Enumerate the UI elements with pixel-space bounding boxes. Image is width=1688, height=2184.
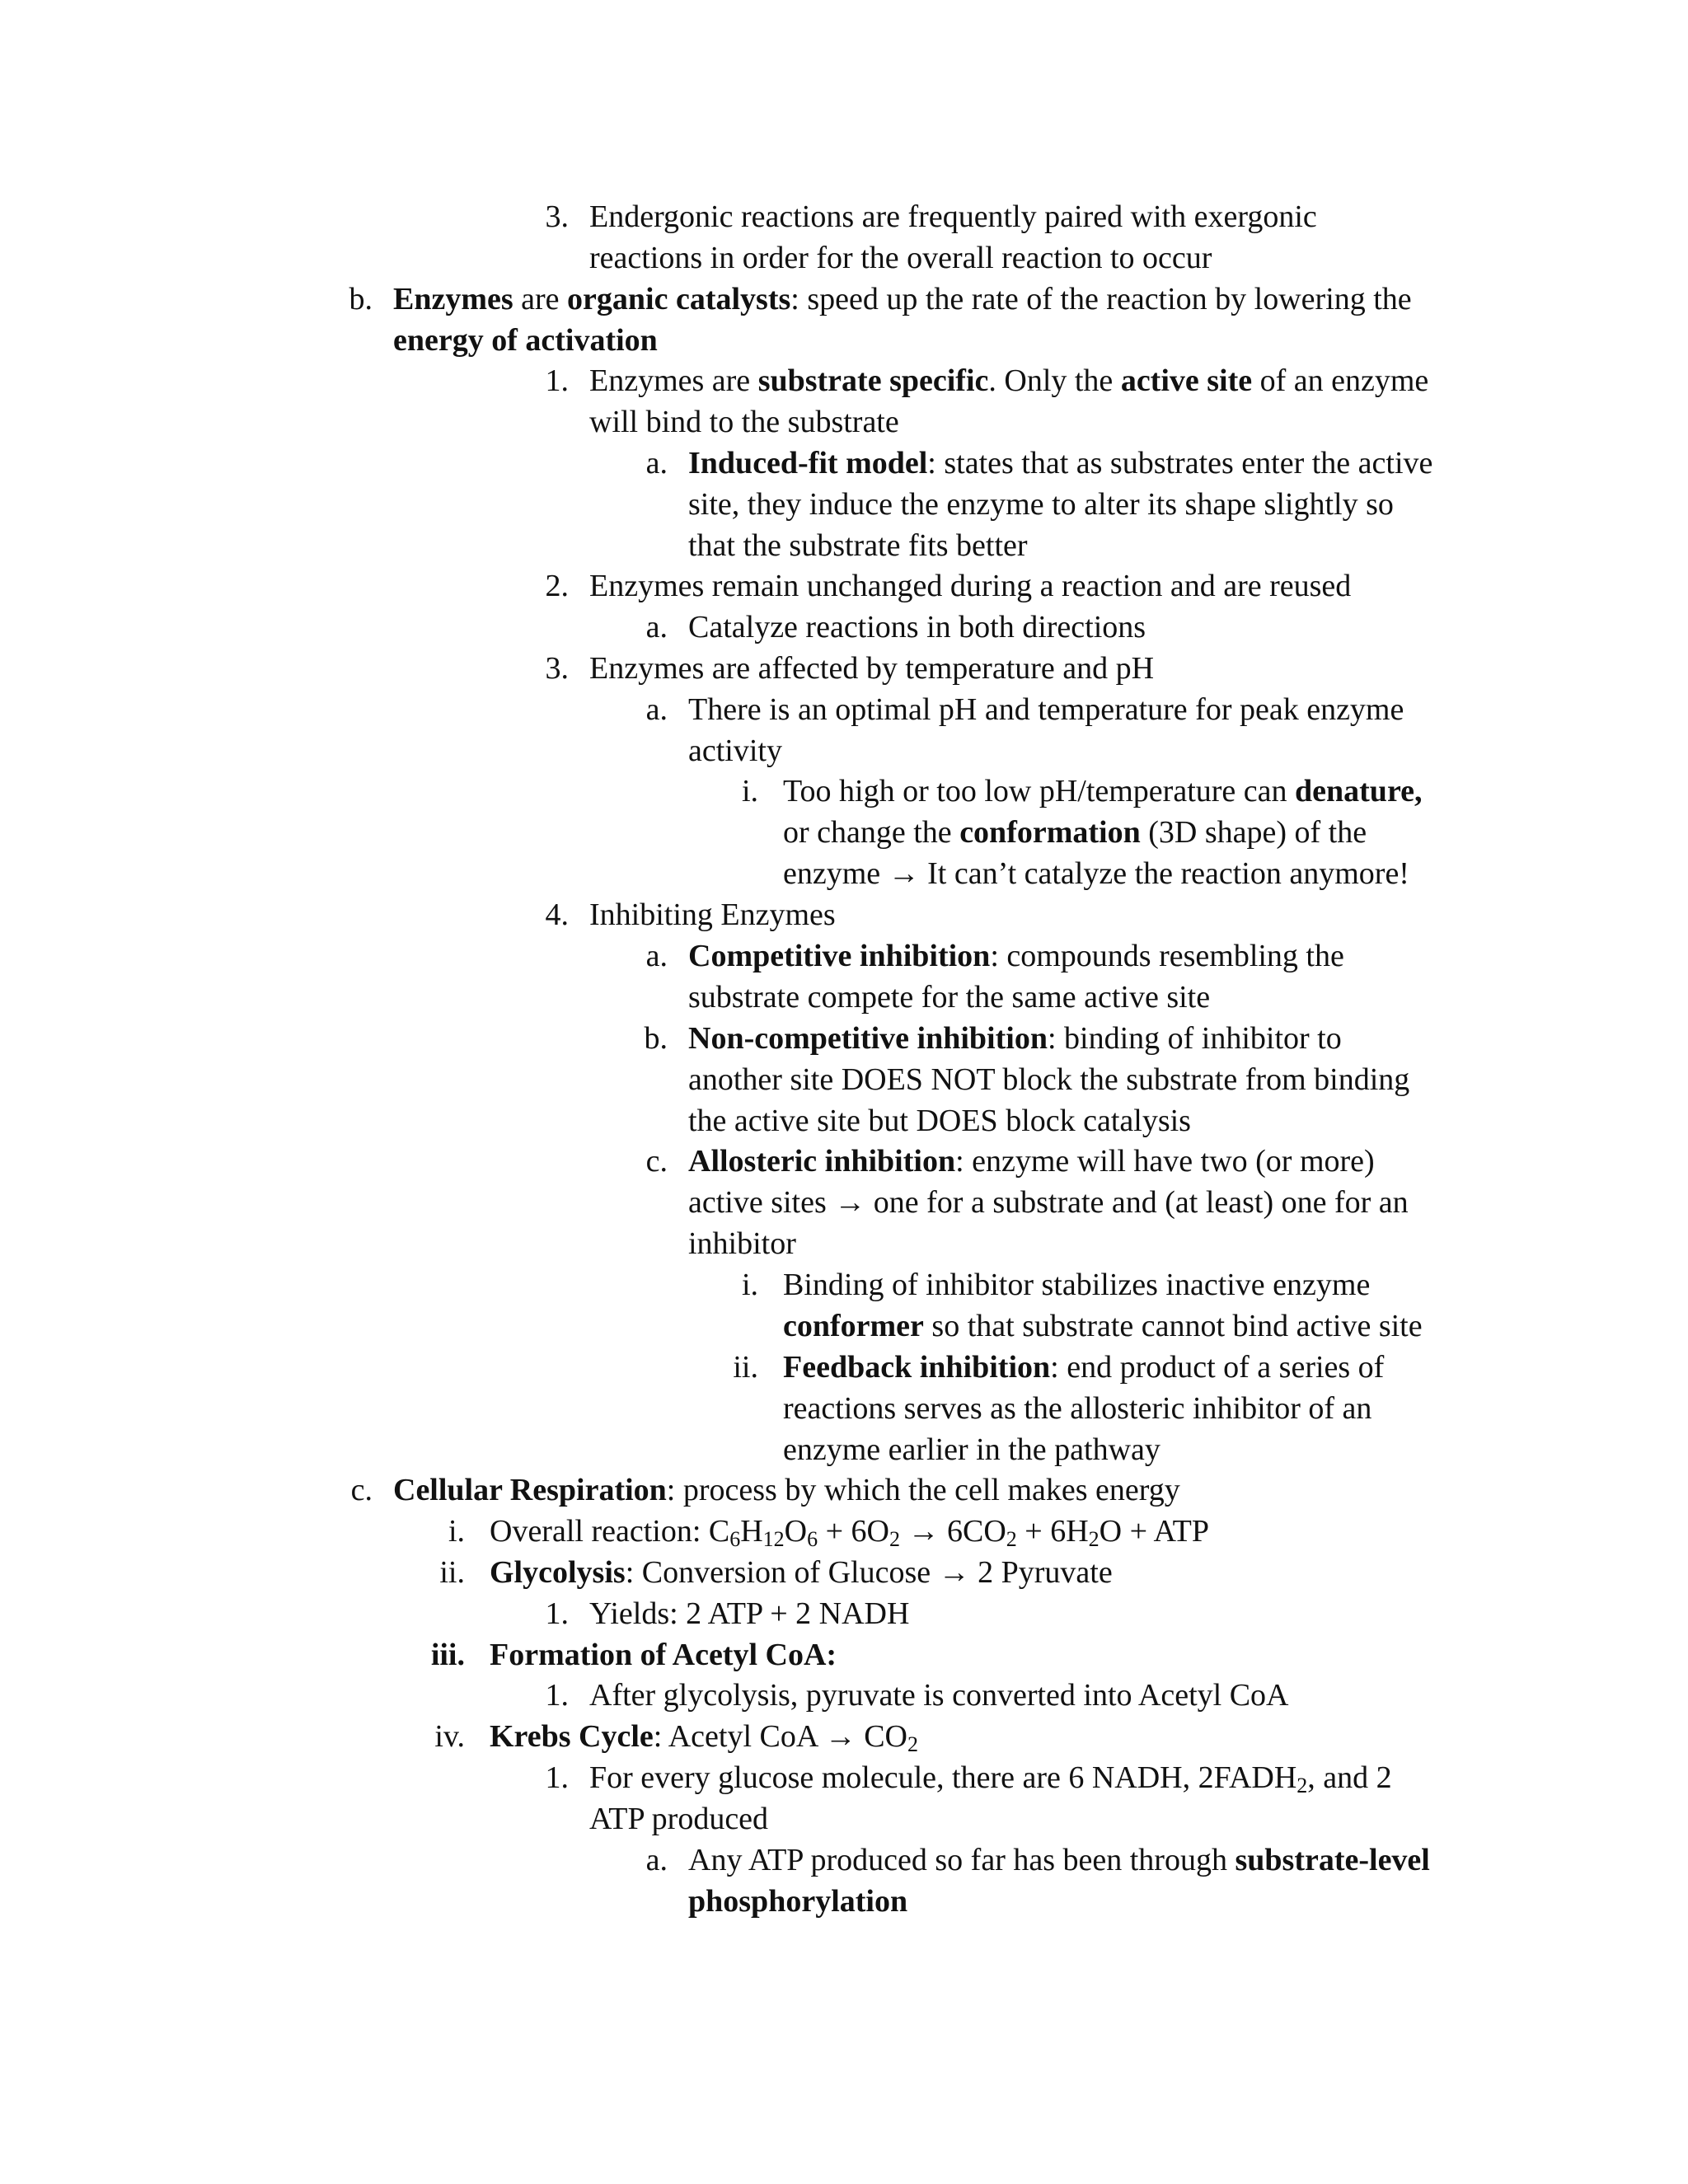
text-line (688, 1059, 1409, 1100)
bold-text: denature, (1295, 774, 1423, 808)
list-marker: ii. (733, 1350, 758, 1385)
list-marker: i. (741, 774, 758, 808)
bold-text: Cellular Respiration (393, 1473, 667, 1507)
text-line (589, 196, 1317, 237)
outline-item (536, 360, 1428, 443)
text-line (688, 1182, 1409, 1223)
list-marker: a. (645, 939, 668, 973)
list-item-text (589, 196, 1317, 279)
outline-item (635, 1141, 1409, 1264)
bold-text: Induced-fit model (688, 446, 928, 480)
text-run: + 6O (818, 1514, 889, 1549)
text-run: Enzymes remain unchanged during a reaction and are reused (589, 569, 1352, 603)
bold-text: Competitive inhibition (688, 939, 991, 973)
text-line (783, 812, 1422, 853)
list-item-text (783, 1347, 1384, 1470)
text-run: are (513, 282, 568, 316)
text-line (688, 1840, 1430, 1881)
list-marker: i. (448, 1514, 465, 1549)
text-run: H (740, 1514, 763, 1549)
text-run: , and 2 (1307, 1760, 1392, 1795)
outline-item (420, 1634, 837, 1675)
text-run: O + ATP (1099, 1514, 1210, 1549)
text-line (589, 1593, 909, 1634)
outline-item (635, 935, 1344, 1018)
outline-item (420, 1511, 1209, 1552)
list-marker: c. (350, 1473, 373, 1507)
list-marker: 1. (545, 1596, 569, 1631)
list-item-text (589, 648, 1154, 689)
text-run: will bind to the substrate (589, 405, 899, 439)
list-item-text (783, 771, 1422, 894)
text-line (688, 484, 1432, 525)
text-line (393, 279, 1412, 320)
outline-item (635, 1840, 1430, 1922)
text-run: inhibitor (688, 1226, 796, 1261)
text-run: : compounds resembling the (990, 939, 1344, 973)
outline-item (536, 565, 1351, 607)
bold-text: Allosteric inhibition (688, 1144, 956, 1179)
text-line (688, 1018, 1409, 1059)
bold-text: substrate specific (757, 363, 989, 398)
text-run: : process by which the cell makes energy (666, 1473, 1180, 1507)
text-run: Any ATP produced so far has been through (688, 1843, 1236, 1877)
text-run: site, they induce the enzyme to alter its shape slightly so (688, 487, 1394, 522)
text-run: of an enzyme (1252, 363, 1429, 398)
list-item-text (688, 935, 1344, 1018)
outline-item (340, 1469, 1180, 1511)
list-item-text (589, 565, 1351, 607)
list-marker: a. (645, 610, 668, 644)
outline-item (536, 1757, 1392, 1840)
bold-text: conformer (783, 1309, 924, 1343)
outline-item (340, 279, 1412, 361)
text-line (783, 1388, 1384, 1429)
list-marker: 1. (545, 1678, 569, 1713)
text-line (783, 1429, 1384, 1470)
subscript-text: 12 (762, 1527, 785, 1551)
text-run: After glycolysis, pyruvate is converted into Acetyl CoA (589, 1678, 1289, 1713)
list-item-text (589, 894, 836, 935)
text-run: Enzymes are (589, 363, 758, 398)
text-run: : binding of inhibitor to (1047, 1021, 1342, 1056)
text-line (589, 1798, 1392, 1840)
text-run: Catalyze reactions in both directions (688, 610, 1146, 644)
list-item-text (783, 1264, 1423, 1347)
text-line (490, 1634, 837, 1675)
text-run: Enzymes are affected by temperature and pH (589, 651, 1155, 686)
text-line (589, 237, 1317, 279)
list-item-text (688, 689, 1404, 771)
text-run: : enzyme will have two (or more) (955, 1144, 1375, 1179)
text-line (688, 977, 1344, 1018)
text-run: : end product of a series of (1050, 1350, 1385, 1385)
text-run: ATP produced (589, 1802, 769, 1836)
text-run: O (784, 1514, 808, 1549)
list-item-text (688, 1018, 1409, 1141)
text-run: reactions serves as the allosteric inhibitor of an (783, 1391, 1372, 1426)
text-run: Binding of inhibitor stabilizes inactive enzyme (783, 1268, 1371, 1302)
list-marker: c. (645, 1144, 668, 1179)
list-item-text (490, 1634, 837, 1675)
text-run: (3D shape) of the (1140, 815, 1367, 850)
list-item-text (490, 1552, 1113, 1593)
bold-text: energy of activation (393, 323, 658, 358)
list-marker: a. (645, 692, 668, 727)
list-item-text (393, 279, 1412, 361)
text-run: + 6H (1016, 1514, 1089, 1549)
text-run: There is an optimal pH and temperature for peak enzyme (688, 692, 1404, 727)
list-item-text (688, 443, 1432, 566)
text-run: Endergonic reactions are frequently paired with exergonic (589, 199, 1317, 234)
subscript-text: 2 (889, 1527, 900, 1551)
text-line (688, 525, 1432, 566)
list-marker: b. (644, 1021, 668, 1056)
list-item-text (490, 1716, 918, 1757)
text-line (589, 401, 1428, 443)
text-run: so that substrate cannot bind active site (923, 1309, 1423, 1343)
text-line (589, 360, 1428, 401)
text-line (688, 1100, 1409, 1141)
list-marker: a. (645, 1843, 668, 1877)
list-marker: iv. (434, 1719, 465, 1754)
list-marker: iii. (430, 1638, 465, 1672)
text-line (688, 1223, 1409, 1264)
subscript-text: 6 (807, 1527, 818, 1551)
bold-text: Glycolysis (490, 1555, 626, 1590)
list-item-text (589, 360, 1428, 443)
bold-text: Enzymes (393, 282, 513, 316)
text-line (688, 935, 1344, 977)
text-run: the active site but DOES block catalysis (688, 1104, 1191, 1138)
text-line (490, 1511, 1209, 1552)
outline-item (635, 443, 1432, 566)
subscript-text: 2 (1006, 1527, 1017, 1551)
text-line (688, 443, 1432, 484)
outline-item (635, 689, 1404, 771)
list-marker: 3. (545, 651, 569, 686)
text-run: enzyme → It can’t catalyze the reaction anymore! (783, 856, 1409, 891)
list-item-text (688, 1141, 1409, 1264)
outline-item (420, 1716, 918, 1757)
text-run: Yields: 2 ATP + 2 NADH (589, 1596, 910, 1631)
subscript-text: 2 (1088, 1527, 1100, 1551)
text-run: For every glucose molecule, there are 6 NADH, 2FADH (589, 1760, 1297, 1795)
text-run: reactions in order for the overall reaction to occur (589, 241, 1212, 275)
text-run: Too high or too low pH/temperature can (783, 774, 1296, 808)
text-line (589, 648, 1154, 689)
list-item-text (589, 1593, 909, 1634)
outline-item (420, 1552, 1113, 1593)
text-run: another site DOES NOT block the substrate from binding (688, 1062, 1410, 1097)
text-run: : states that as substrates enter the active (927, 446, 1433, 480)
text-run: Overall reaction: C (490, 1514, 730, 1549)
list-marker: a. (645, 446, 668, 480)
list-marker: b. (349, 282, 373, 316)
text-line (589, 894, 836, 935)
text-run: Inhibiting Enzymes (589, 898, 836, 932)
text-line (783, 853, 1422, 894)
list-item-text (688, 607, 1146, 648)
list-item-text (589, 1757, 1392, 1840)
text-line (490, 1552, 1113, 1593)
list-item-text (688, 1840, 1430, 1922)
text-line (688, 1881, 1430, 1922)
text-line (589, 565, 1351, 607)
text-run: that the substrate fits better (688, 528, 1028, 563)
outline-item (635, 1018, 1409, 1141)
bold-text: Non-competitive inhibition (688, 1021, 1048, 1056)
text-line (783, 1264, 1423, 1305)
text-run: : Conversion of Glucose → 2 Pyruvate (625, 1555, 1113, 1590)
text-line (490, 1716, 918, 1757)
text-run: activity (688, 733, 782, 768)
text-run: active sites → one for a substrate and (at least) one for an (688, 1185, 1409, 1220)
text-line (688, 1141, 1409, 1182)
bold-text: active site (1120, 363, 1253, 398)
text-line (393, 1469, 1180, 1511)
text-line (393, 320, 1412, 361)
subscript-text: 6 (729, 1527, 741, 1551)
bold-text: organic catalysts (567, 282, 791, 316)
text-line (783, 1305, 1423, 1347)
outline-item (536, 1593, 909, 1634)
text-run: : speed up the rate of the reaction by lowering the (790, 282, 1412, 316)
bold-text: Formation of Acetyl CoA: (490, 1638, 837, 1672)
text-run: enzyme earlier in the pathway (783, 1432, 1160, 1467)
outline-item (536, 648, 1154, 689)
outline-item (536, 1675, 1289, 1716)
text-run: . Only the (988, 363, 1121, 398)
text-line (688, 730, 1404, 771)
list-marker: 4. (545, 898, 569, 932)
list-marker: 3. (545, 199, 569, 234)
list-marker: i. (741, 1268, 758, 1302)
text-line (783, 771, 1422, 812)
bold-text: Krebs Cycle (490, 1719, 654, 1754)
outline-item (635, 607, 1146, 648)
list-item-text (589, 1675, 1289, 1716)
text-run: → 6CO (900, 1514, 1006, 1549)
text-line (589, 1757, 1392, 1798)
bold-text: Feedback inhibition (783, 1350, 1051, 1385)
outline-item (536, 894, 836, 935)
text-run: or change the (783, 815, 960, 850)
outline-item (725, 771, 1422, 894)
subscript-text: 2 (1296, 1774, 1308, 1797)
outline-item (725, 1347, 1384, 1470)
outline-item (536, 196, 1317, 279)
list-marker: ii. (439, 1555, 465, 1590)
text-line (589, 1675, 1289, 1716)
outline-item (725, 1264, 1423, 1347)
list-marker: 1. (545, 363, 569, 398)
bold-text: conformation (959, 815, 1141, 850)
text-line (688, 607, 1146, 648)
bold-text: phosphorylation (688, 1884, 908, 1919)
bold-text: substrate-level (1235, 1843, 1430, 1877)
text-run: substrate compete for the same active site (688, 980, 1211, 1015)
text-line (783, 1347, 1384, 1388)
text-line (688, 689, 1404, 730)
list-item-text (490, 1511, 1209, 1552)
list-item-text (393, 1469, 1180, 1511)
list-marker: 2. (545, 569, 569, 603)
text-run: : Acetyl CoA → CO (653, 1719, 907, 1754)
subscript-text: 2 (907, 1732, 918, 1756)
list-marker: 1. (545, 1760, 569, 1795)
